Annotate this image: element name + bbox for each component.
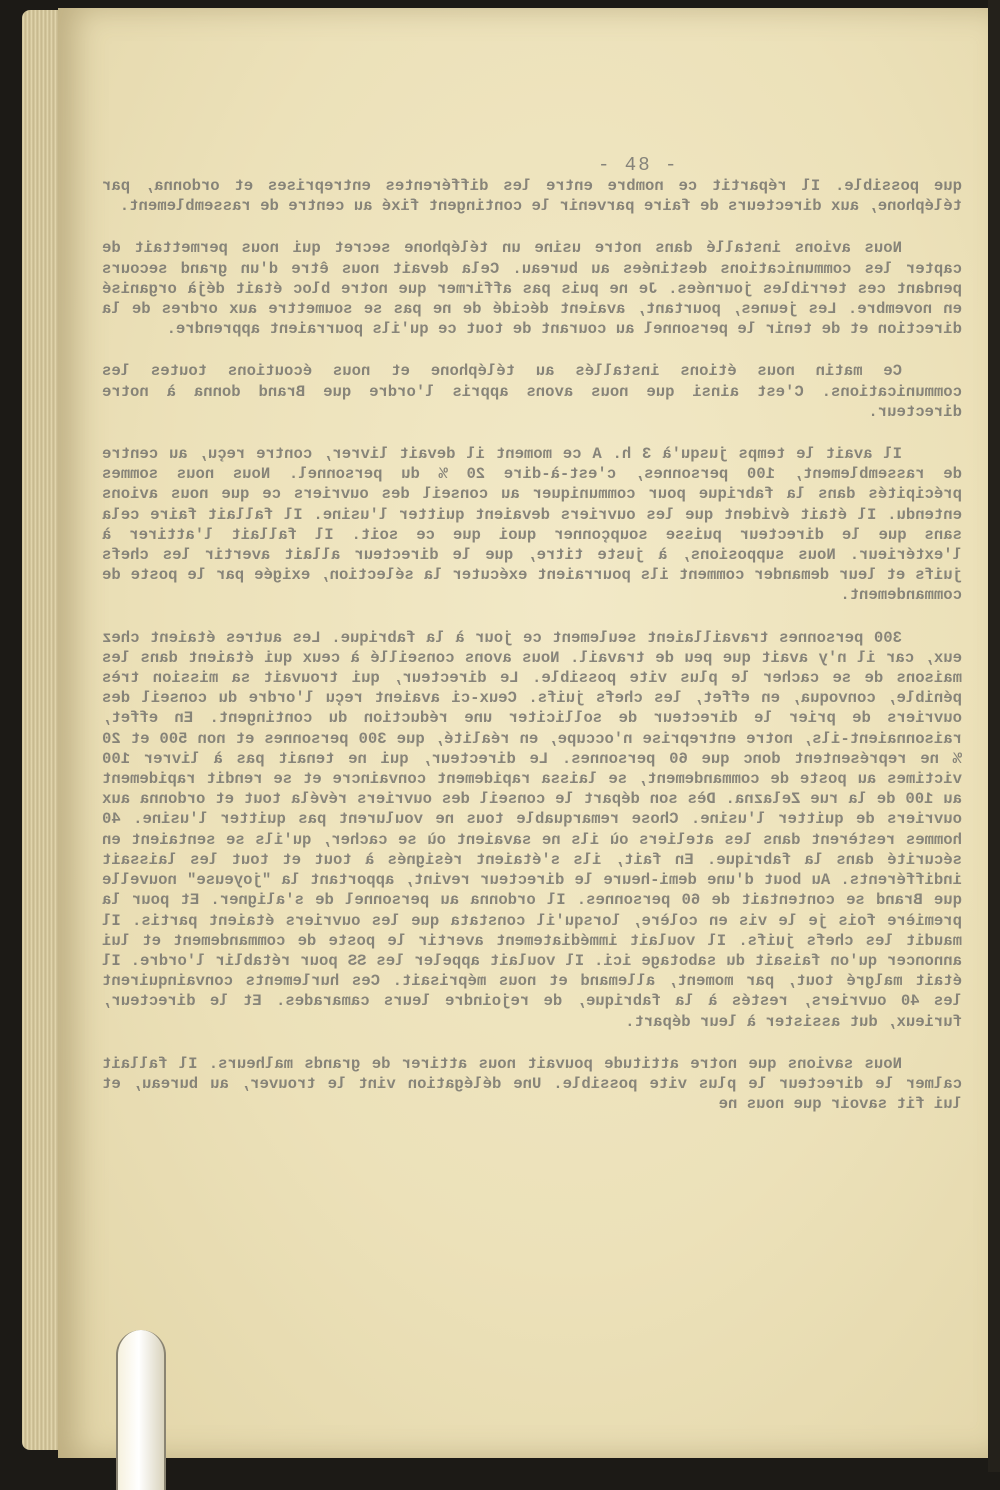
mirrored-bleed-through-text (102, 176, 962, 1136)
paragraph: Nous avions installé dans notre usine un téléphone secret qui nous permettait de capter les communications destinées au bureau. Cela devait nous être d'un grand secours pendant ces terribles journées. Je ne puis pas affirmer que notre bloc était déjà organisé en novembre. Les jeunes, pourtant, avaient décidé de ne pas se soumettre aux ordres de la direction et de tenir le personnel au courant de tout ce qu'ils pourraient apprendre. (102, 239, 962, 339)
page-number: - 48 - (598, 154, 679, 176)
paragraph: que possible. Il répartit ce nombre entre les différentes entreprises et ordonna, par téléphone, aux directeurs de faire parvenir le contingent fixé au centre de rassemblement. (102, 177, 962, 216)
paragraph: 300 personnes travaillaient seulement ce jour à la fabrique. Les autres étaient chez eux, car il n'y avait que peu de travail. Nous avons conseillé à ceux qui étaient dans les maisons de se cacher le plus vite possible. Le directeur, qui trouvait sa mission très pénible, convoqua, en effet, les chefs juifs. Ceux-ci avaient reçu l'ordre du conseil des ouvriers de prier le directeur de solliciter une réduction du contingent. En effet, raisonnaient-ils, notre entreprise n'occupe, en réalité, que 300 personnes et non 500 et 20 % ne représentent donc que 60 personnes. Le directeur, qui ne tenait pas à livrer 100 victimes au poste de commandement, se laissa rapidement convaincre et se rendit rapidement au 100 de la rue Zelazna. Dès son départ le conseil des ouvriers révéla tout et ordonna aux ouvriers de quitter l'usine. Chose remarquable tous ne voulurent pas quitter l'usine. 40 hommes restèrent dans les ateliers où ils ne savaient où se cacher, qu'ils se sentaient en sécurité dans la fabrique. En fait, ils s'étaient résignés à tout et tout les laissait indifférents. Au bout d'une demi-heure le directeur revint, apportant la "joyeuse" nouvelle que Brand se contentait de 60 personnes. Il ordonna au personnel de s'aligner. Et pour la première fois je le vis en colère, lorsqu'il constata que les ouvriers étaient partis. Il maudit les chefs juifs. Il voulait immédiatement avertir le poste de commandement et lui annoncer qu'on faisait du sabotage ici. Il voulait appeler les SS pour rétablir l'ordre. Il était malgré tout, par moment, allemand et nous méprisait. Ces hurlements convainquirent les 40 ouvriers, restés à la fabrique, de rejoindre leurs camarades. Et le directeur, furieux, dut assister à leur départ. (102, 628, 962, 1031)
paragraph: Nous savions que notre attitude pouvait nous attirer de grands malheurs. Il fallait calmer le directeur le plus vite possible. Une délégation vint le trouver, au bureau, et lui fit savoir que nous ne (102, 1054, 962, 1114)
paragraph: Il avait le temps jusqu'à 3 h. A ce moment il devait livrer, contre reçu, au centre de rassemblement, 100 personnes, c'est-à-dire 20 % du personnel. Nous nous sommes précipités dans la fabrique pour communiquer au conseil des ouvriers ce que nous avions entendu. Il était évident que les ouvriers devaient quitter l'usine. Il fallait faire cela sans que le directeur puisse soupçonner quoi que ce soit. Il fallait l'attirer à l'extérieur. Nous supposions, à juste titre, que le directeur allait avertir les chefs juifs et leur demander comment ils pourraient exécuter la sélection, exigée par le poste de commandement. (102, 445, 962, 605)
scan-border (988, 0, 1000, 1472)
paragraph: Ce matin nous étions installés au téléphone et nous écoutions toutes les communications. C'est ainsi que nous avons appris l'ordre que Brand donna à notre directeur. (102, 362, 962, 421)
page-holder-clip (116, 1330, 166, 1490)
